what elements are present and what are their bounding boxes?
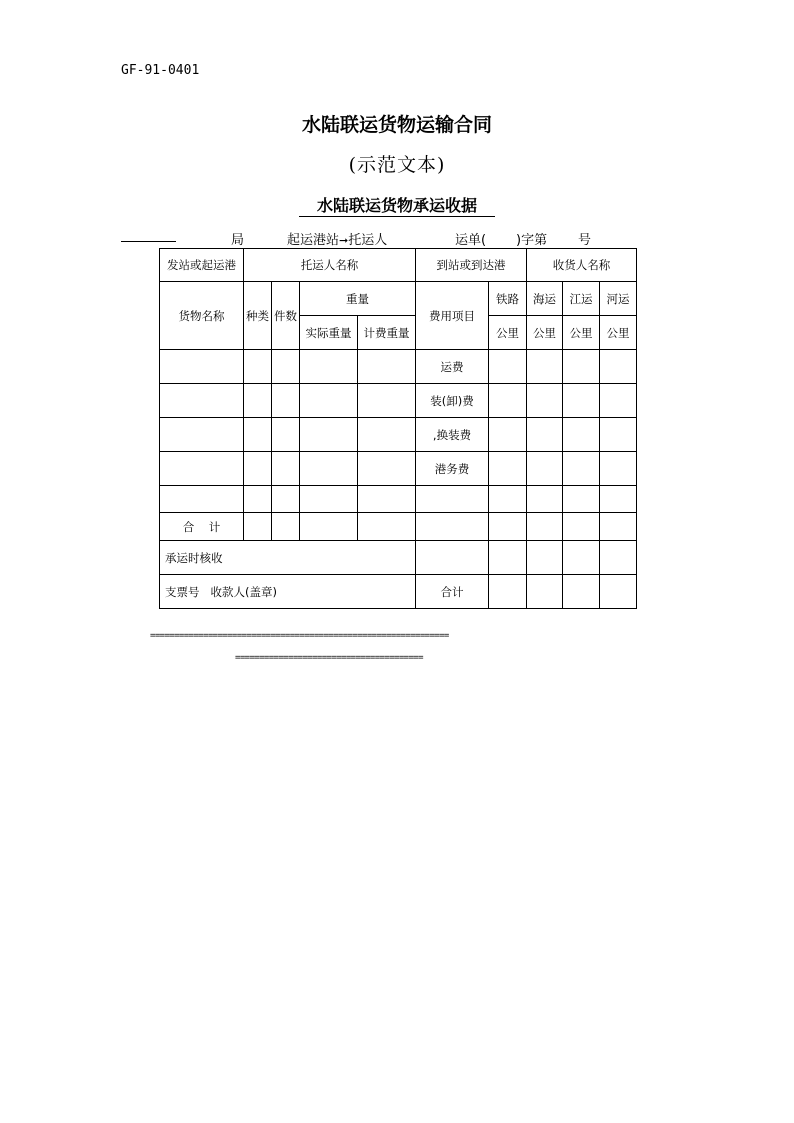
- weight-header: 重量: [300, 282, 416, 316]
- total-row: [160, 513, 637, 541]
- sea-header: 海运: [527, 282, 563, 316]
- fee-items-header: 费用项目: [416, 282, 489, 350]
- origin-station-header: 发站或起运港: [160, 249, 244, 282]
- unit-km-canal: 公里: [600, 316, 637, 350]
- origin-station-label: 起运港站: [287, 233, 340, 248]
- consignor-name-header: 托运人名称: [244, 249, 416, 282]
- pieces-header: 件数: [272, 282, 300, 350]
- waybill-char: )字第: [516, 233, 548, 248]
- cheque-payee-label: 支票号 收款人(盖章): [160, 575, 416, 609]
- separator-rule-2: =======================================: [235, 653, 423, 663]
- fee-freight: 运费: [416, 350, 489, 384]
- receipt-table: [159, 248, 637, 609]
- receipt-title: 水陆联运货物承运收据: [299, 195, 495, 217]
- unit-km-sea: 公里: [527, 316, 563, 350]
- verification-row: [160, 541, 637, 575]
- form-code: GF-91-0401: [121, 63, 200, 78]
- goods-name-header: 货物名称: [160, 282, 244, 350]
- actual-weight-header: 实际重量: [300, 316, 358, 350]
- table-row: [160, 418, 637, 452]
- fee-loading: 装(卸)费: [416, 384, 489, 418]
- model-text-subtitle: (示范文本): [348, 154, 446, 176]
- table-row: [160, 384, 637, 418]
- total-label: 合 计: [160, 513, 244, 541]
- railway-header: 铁路: [489, 282, 527, 316]
- number-label: 号: [578, 233, 592, 248]
- payee-row: [160, 575, 637, 609]
- unit-km-river: 公里: [563, 316, 600, 350]
- consignee-name-header: 收货人名称: [527, 249, 637, 282]
- receipt-title-wrap: [0, 195, 794, 217]
- consignor-label: 托运人: [348, 233, 388, 248]
- table-row: [160, 452, 637, 486]
- bureau-label: 局: [231, 233, 245, 248]
- fee-blank: [416, 486, 489, 513]
- unit-km-railway: 公里: [489, 316, 527, 350]
- origin-consignor-label: [287, 229, 387, 248]
- sum-label: 合计: [416, 575, 489, 609]
- bureau-blank-line: [121, 241, 176, 242]
- table-row: [160, 486, 637, 513]
- subheader-row-1: [160, 282, 637, 316]
- river-header: 江运: [563, 282, 600, 316]
- separator-rule-1: ==============================================================: [150, 631, 449, 641]
- arrow-right-icon: ➞: [339, 234, 349, 247]
- contract-title: 水陆联运货物运输合同: [301, 114, 492, 136]
- canal-header: 河运: [600, 282, 637, 316]
- fee-transshipment: ,换装费: [416, 418, 489, 452]
- destination-header: 到站或到达港: [416, 249, 527, 282]
- verification-label: 承运时核收: [160, 541, 416, 575]
- fee-port: 港务费: [416, 452, 489, 486]
- billing-weight-header: 计费重量: [358, 316, 416, 350]
- header-row: [160, 249, 637, 282]
- table-row: [160, 350, 637, 384]
- kind-header: 种类: [244, 282, 272, 350]
- waybill-prefix: 运单(: [455, 233, 487, 248]
